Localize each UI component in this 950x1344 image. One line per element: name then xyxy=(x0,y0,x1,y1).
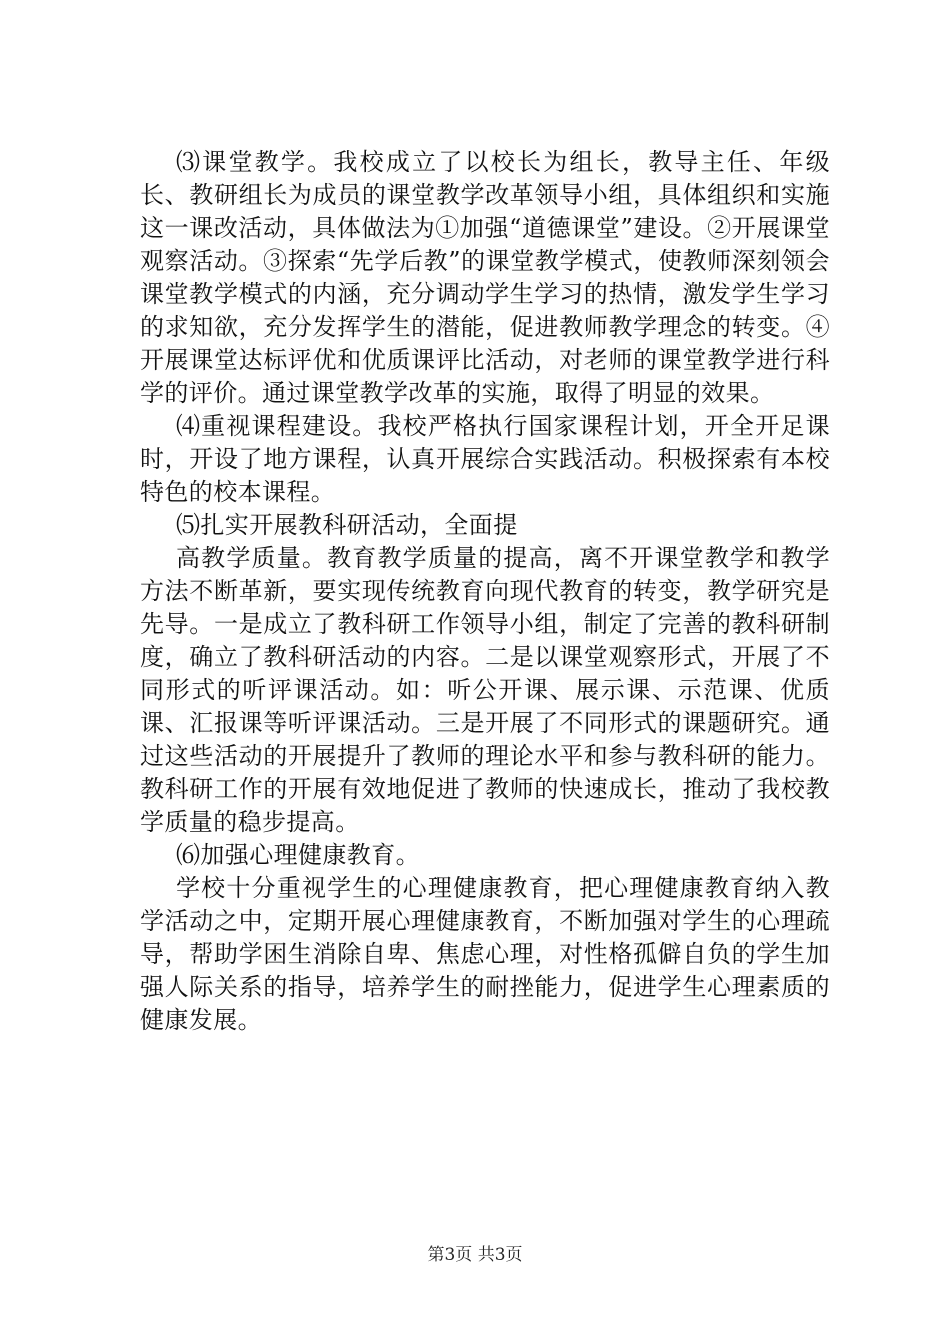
paragraph-classroom-teaching: ⑶课堂教学。我校成立了以校长为组长，教导主任、年级长、教研组长为成员的课堂教学改革领导小组，具体组织和实施这一课改活动，具体做法为①加强“道德课堂”建设。②开展课堂观察活动。③探索“先学后教”的课堂教学模式，使教师深刻领会课堂教学模式的内涵，充分调动学生学习的热情，激发学生学习的求知欲，充分发挥学生的潜能，促进教师教学理念的转变。④开展课堂达标评优和优质课评比活动，对老师的课堂教学进行科学的评价。通过课堂教学改革的实施，取得了明显的效果。 xyxy=(140,148,830,407)
paragraph-mental-health-heading: ⑹加强心理健康教育。 xyxy=(176,841,420,869)
paragraph-curriculum-building: ⑷重视课程建设。我校严格执行国家课程计划，开全开足课时，开设了地方课程，认真开展综合实践活动。积极探索有本校特色的校本课程。 xyxy=(140,412,830,506)
document-body xyxy=(140,146,830,1037)
paragraph-research-heading: ⑸扎实开展教科研活动，全面提 xyxy=(176,511,518,539)
paragraph-research-body: 高教学质量。教育教学质量的提高，离不开课堂教学和教学方法不断革新，要实现传统教育向现代教育的转变，教学研究是先导。一是成立了教科研工作领导小组，制定了完善的教科研制度，确立了教科研活动的内容。二是以课堂观察形式，开展了不同形式的听评课活动。如：听公开课、展示课、示范课、优质课、汇报课等听评课活动。三是开展了不同形式的课题研究。通过这些活动的开展提升了教师的理论水平和参与教科研的能力。教科研工作的开展有效地促进了教师的快速成长，推动了我校教学质量的稳步提高。 xyxy=(140,544,830,836)
paragraph-mental-health-body: 学校十分重视学生的心理健康教育，把心理健康教育纳入教学活动之中，定期开展心理健康教育，不断加强对学生的心理疏导，帮助学困生消除自卑、焦虑心理，对性格孤僻自负的学生加强人际关系的指导，培养学生的耐挫能力，促进学生心理素质的健康发展。 xyxy=(140,874,830,1034)
page-number-footer: 第3页 共3页 xyxy=(427,1245,523,1265)
